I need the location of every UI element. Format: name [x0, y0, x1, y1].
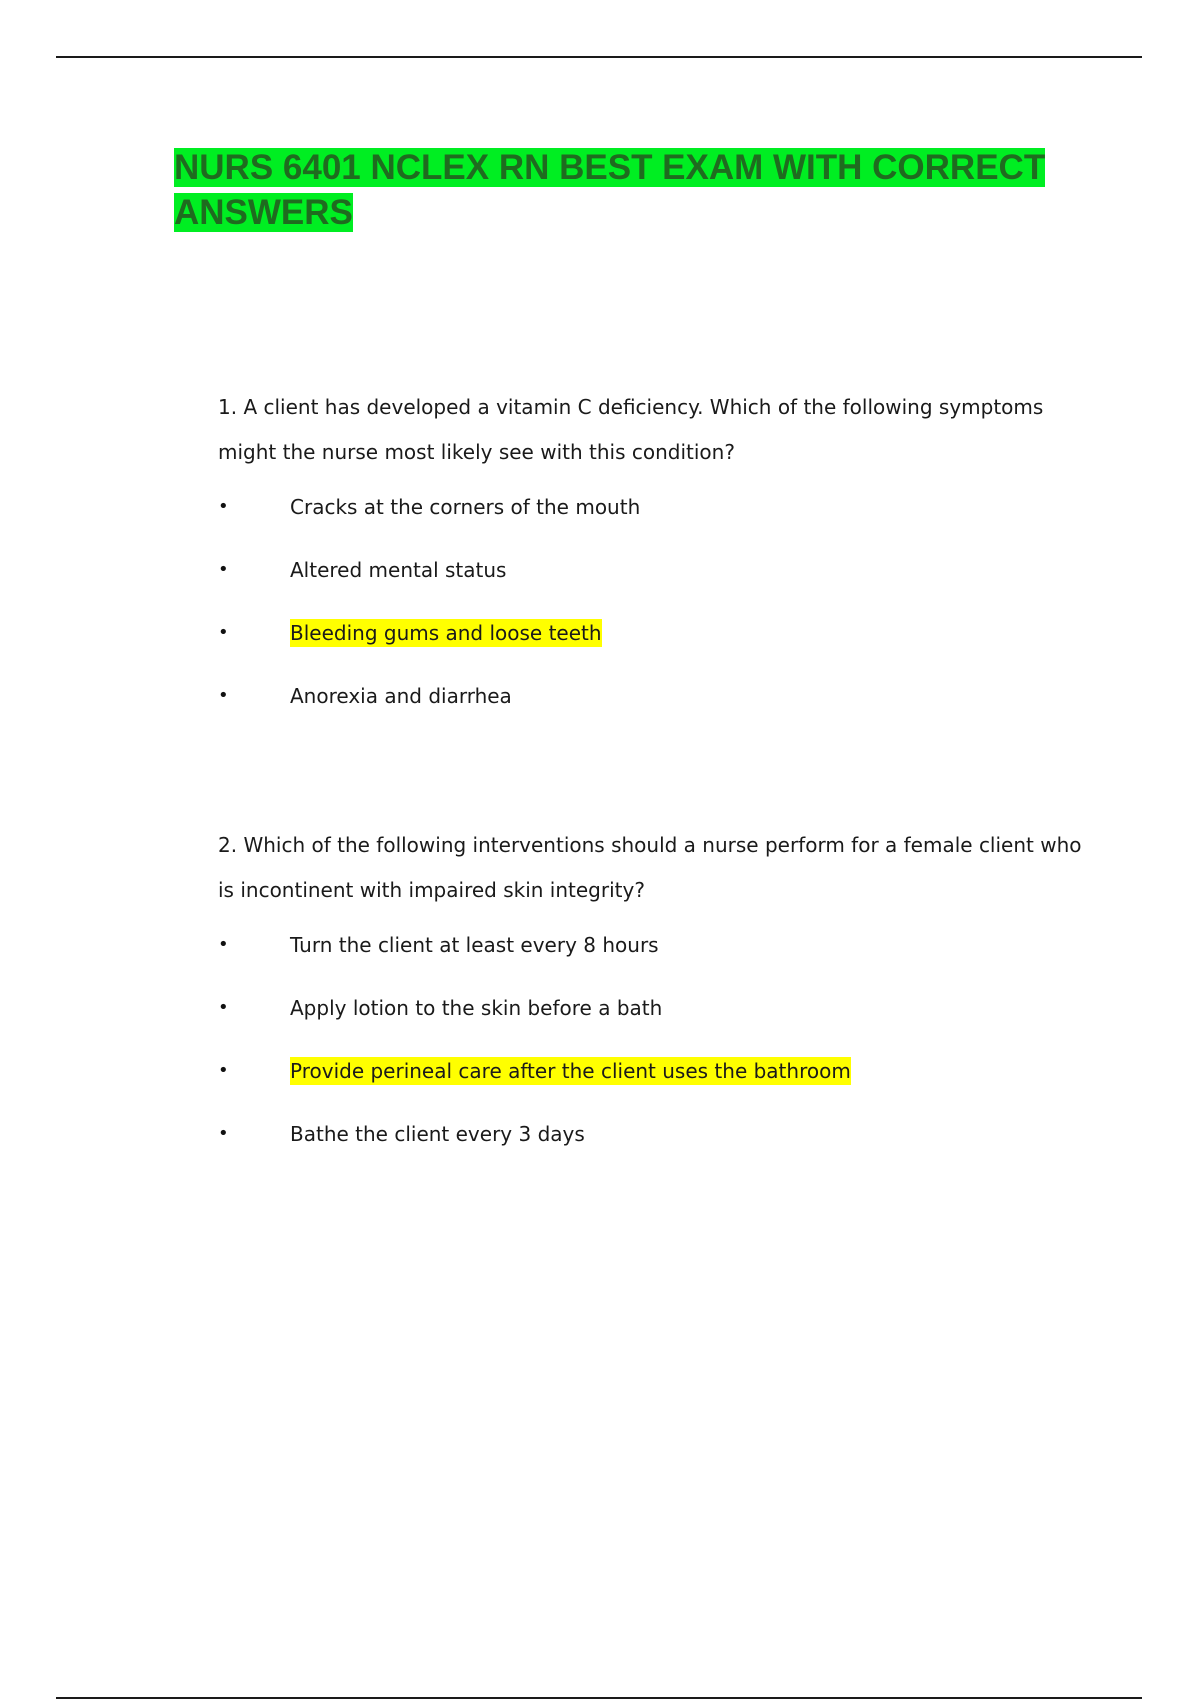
- option-text: Altered mental status: [290, 558, 507, 582]
- option-1d: [218, 682, 1088, 745]
- bullet-icon: •: [218, 1060, 229, 1081]
- question-1-text: 1. A client has developed a vitamin C deficiency. Which of the following symptoms might the nurse most likely see with this condition?: [218, 395, 1044, 464]
- option-text-highlighted: Provide perineal care after the client uses the bathroom: [290, 1059, 851, 1083]
- question-1-options: [218, 493, 1088, 745]
- bullet-icon: •: [218, 1123, 229, 1144]
- top-rule: [56, 56, 1142, 58]
- question-2-options: [218, 931, 1088, 1183]
- question-1: [218, 385, 1088, 745]
- option-2c-correct-answer: [218, 1057, 1088, 1120]
- option-text: Bathe the client every 3 days: [290, 1122, 585, 1146]
- option-text-highlighted: Bleeding gums and loose teeth: [290, 621, 602, 645]
- option-1c-correct-answer: [218, 619, 1088, 682]
- bullet-icon: •: [218, 685, 229, 706]
- option-text: Cracks at the corners of the mouth: [290, 495, 641, 519]
- bottom-rule: [56, 1697, 1142, 1699]
- question-2: [218, 823, 1088, 1183]
- bullet-icon: •: [218, 997, 229, 1018]
- option-text: Anorexia and diarrhea: [290, 684, 512, 708]
- bullet-icon: •: [218, 934, 229, 955]
- document-title-text: NURS 6401 NCLEX RN BEST EXAM WITH CORRECT ANSWERS: [174, 148, 1046, 232]
- question-2-text: 2. Which of the following interventions should a nurse perform for a female client who is incontinent with impaired skin integrity?: [218, 833, 1082, 902]
- option-2b: [218, 994, 1088, 1057]
- document-title: [174, 145, 1094, 235]
- option-1b: [218, 556, 1088, 619]
- option-2d: [218, 1120, 1088, 1183]
- option-1a: [218, 493, 1088, 556]
- option-text: Turn the client at least every 8 hours: [290, 933, 659, 957]
- option-text: Apply lotion to the skin before a bath: [290, 996, 663, 1020]
- option-2a: [218, 931, 1088, 994]
- bullet-icon: •: [218, 622, 229, 643]
- bullet-icon: •: [218, 559, 229, 580]
- bullet-icon: •: [218, 496, 229, 517]
